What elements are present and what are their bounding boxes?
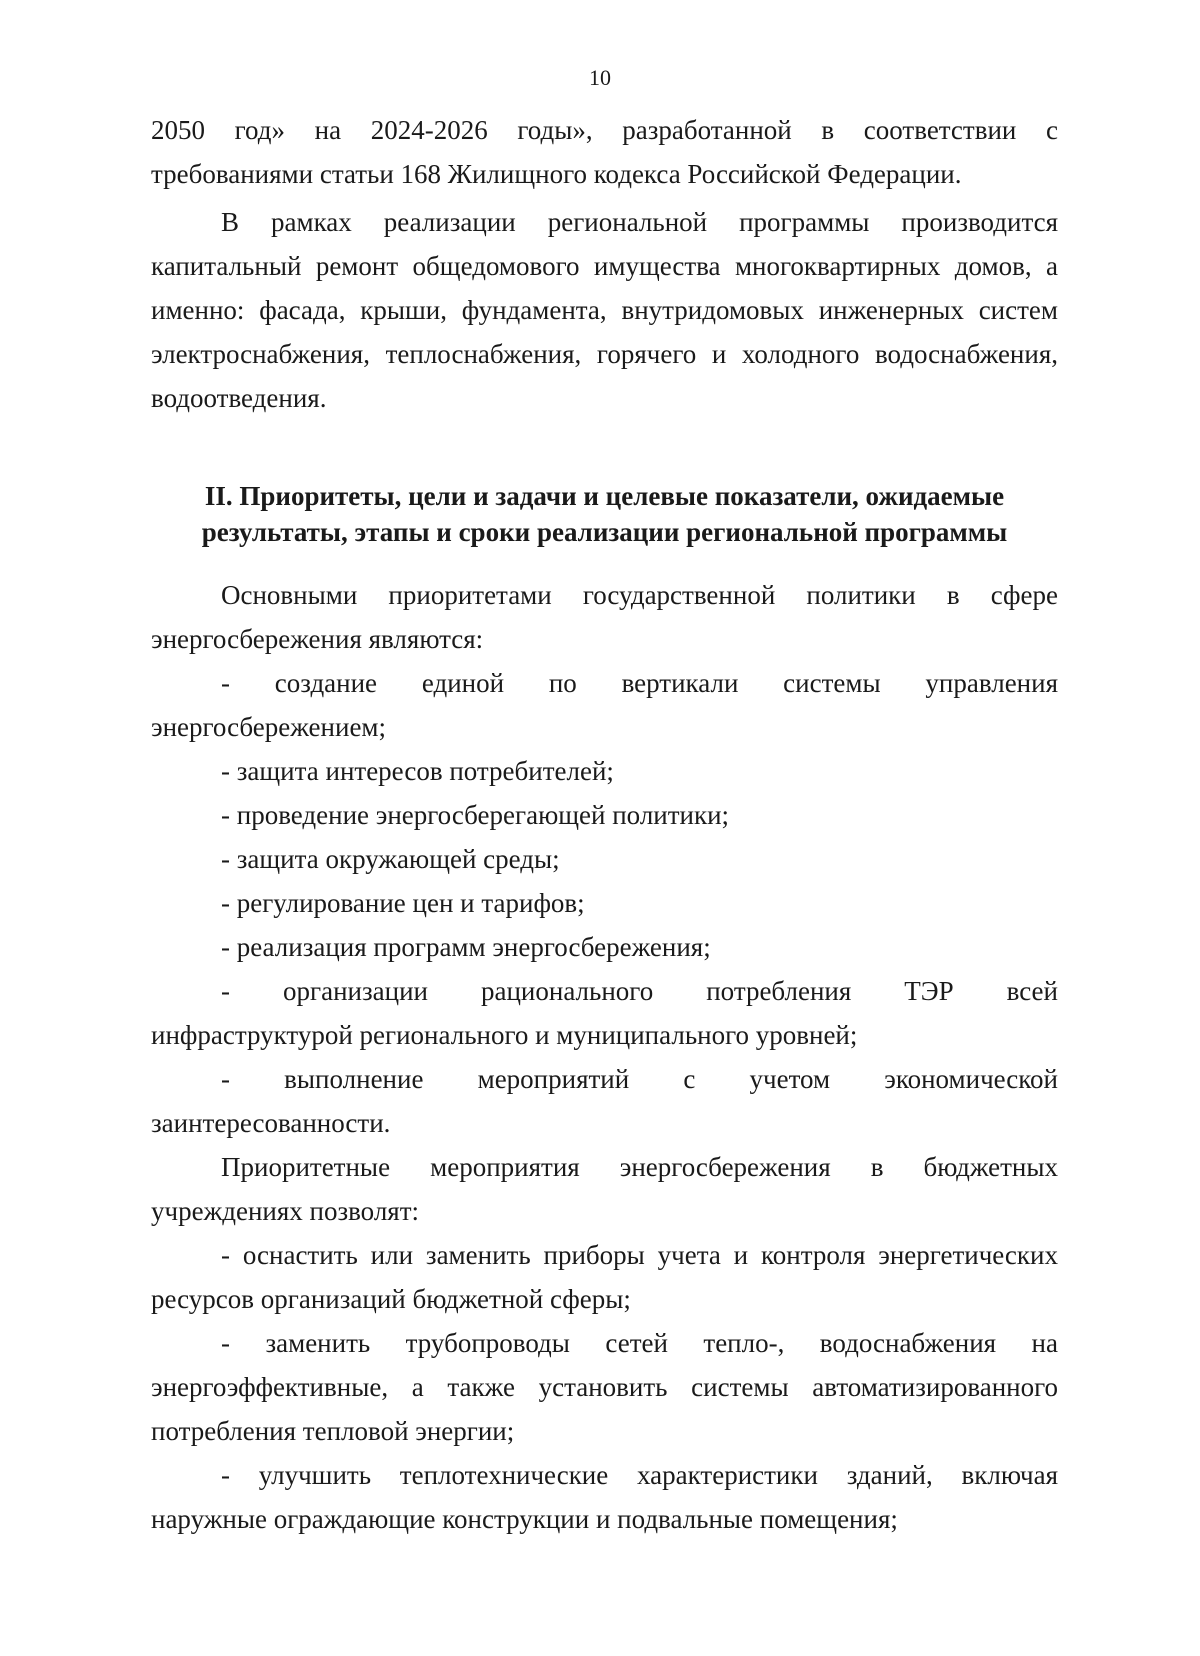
section-body — [151, 573, 1058, 1541]
text-line: 2050 год» на 2024-2026 годы», разработанной в соответствии с — [151, 115, 1058, 145]
list-item: - защита интересов потребителей; — [221, 756, 614, 786]
text-line: В рамках реализации региональной программы производится — [221, 207, 1058, 237]
heading-line: результаты, этапы и сроки реализации региональной программы — [201, 517, 1008, 547]
text-line: электроснабжения, теплоснабжения, горячего и холодного водоснабжения, — [151, 339, 1058, 369]
page-number: 10 — [589, 65, 611, 90]
section-heading — [151, 478, 1058, 550]
list-item-continuation: энергосбережением; — [151, 712, 387, 742]
list-item-continuation: заинтересованности. — [151, 1108, 391, 1138]
text-line: Приоритетные мероприятия энергосбережения в бюджетных — [221, 1152, 1058, 1182]
text-line: именно: фасада, крыши, фундамента, внутридомовых инженерных систем — [151, 295, 1058, 325]
list-item: - реализация программ энергосбережения; — [221, 932, 711, 962]
list-item: - проведение энергосберегающей политики; — [221, 800, 730, 830]
list-item: - улучшить теплотехнические характеристики зданий, включая — [221, 1460, 1058, 1490]
paragraph-continuation — [151, 108, 1058, 196]
text-line: капитальный ремонт общедомового имущества многоквартирных домов, а — [151, 251, 1058, 281]
text-line: водоотведения. — [151, 383, 327, 413]
text-line: требованиями статьи 168 Жилищного кодекса Российской Федерации. — [151, 159, 962, 189]
text-line: энергосбережения являются: — [151, 624, 484, 654]
heading-line: II. Приоритеты, цели и задачи и целевые показатели, ожидаемые — [204, 481, 1005, 511]
text-line: Основными приоритетами государственной политики в сфере — [221, 580, 1058, 610]
list-item: - регулирование цен и тарифов; — [221, 888, 585, 918]
list-item: - защита окружающей среды; — [221, 844, 560, 874]
list-item: - организации рационального потребления ТЭР всей — [221, 976, 1058, 1006]
list-item-continuation: ресурсов организаций бюджетной сферы; — [151, 1284, 631, 1314]
list-item-continuation: наружные ограждающие конструкции и подвальные помещения; — [151, 1504, 898, 1534]
list-item: - оснастить или заменить приборы учета и контроля энергетических — [221, 1240, 1058, 1270]
text-line: учреждениях позволят: — [151, 1196, 420, 1226]
list-item-continuation: потребления тепловой энергии; — [151, 1416, 515, 1446]
list-item-continuation: энергоэффективные, а также установить системы автоматизированного — [151, 1372, 1058, 1402]
paragraph-regional-program — [151, 200, 1058, 420]
list-item-continuation: инфраструктурой регионального и муниципального уровней; — [151, 1020, 858, 1050]
list-item: - создание единой по вертикали системы управления — [221, 668, 1058, 698]
list-item: - выполнение мероприятий с учетом экономической — [221, 1064, 1058, 1094]
list-item: - заменить трубопроводы сетей тепло-, водоснабжения на — [221, 1328, 1058, 1358]
